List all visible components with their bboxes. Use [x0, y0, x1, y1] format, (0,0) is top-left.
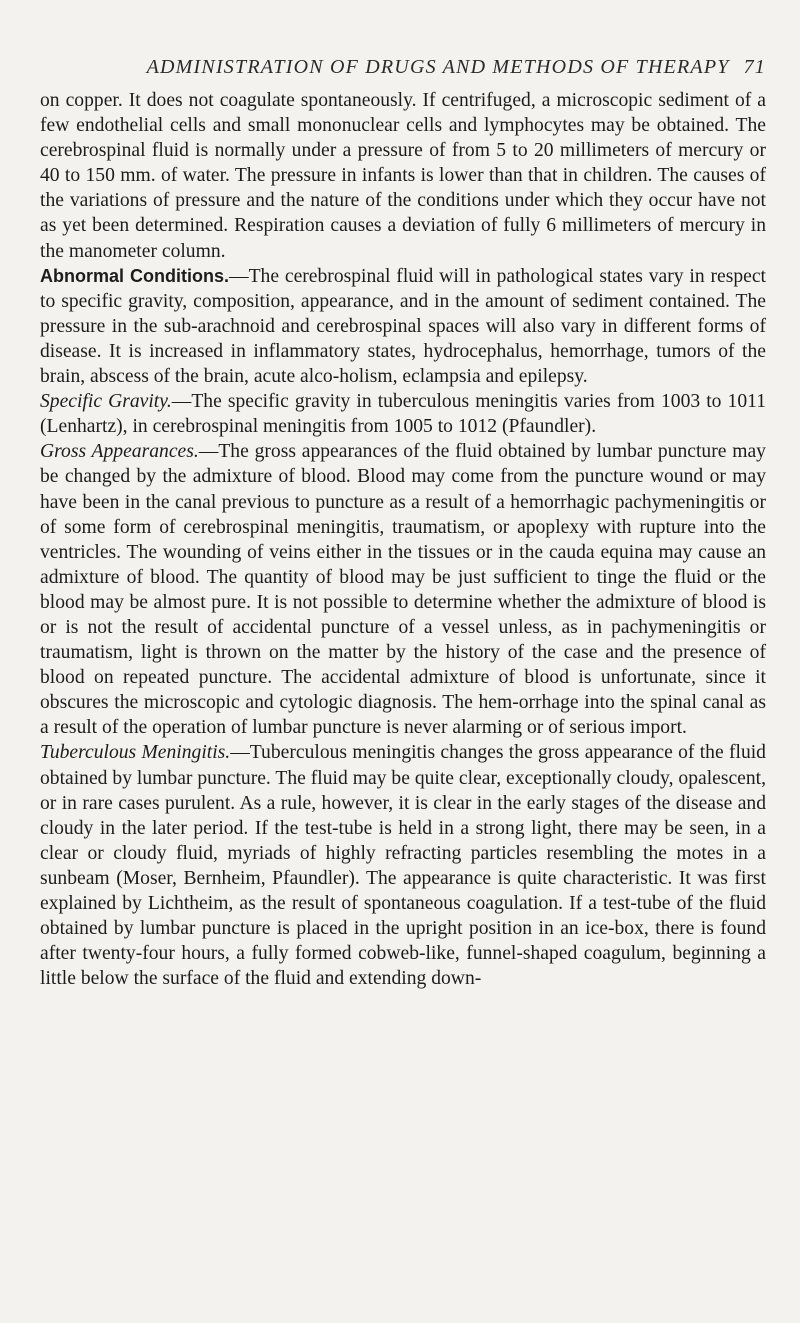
running-head — [40, 56, 766, 79]
subsection-heading: Specific Gravity. — [40, 391, 172, 413]
paragraph-text: —Tuberculous meningitis changes the gross appearance of the fluid obtained by lumbar puncture. The fluid may be quite clear, exceptionally cloudy, opalescent, or in rare cases purulent. As a rule, however, it is clear in the early stages of the disease and cloudy in the later period. If the test-tube is held in a strong light, there may be seen, in a clear or cloudy fluid, myriads of highly refracting particles resembling the motes in a sunbeam (Moser, Bernheim, Pfaundler). The appearance is quite characteristic. It was first explained by Lichtheim, as the result of spontaneous coagulation. If a test-tube of the fluid obtained by lumbar puncture is placed in the upright position in an ice-box, there is found after twenty-four hours, a fully formed cobweb-like, funnel-shaped coagulum, beginning a little below the surface of the fluid and extending down- — [40, 742, 766, 990]
body-text — [40, 88, 766, 991]
paragraph-gross-appearances — [40, 439, 766, 740]
paragraph-text: —The specific gravity in tuberculous meningitis varies from 1003 to 1011 (Lenhartz), in cerebrospinal meningitis from 1005 to 1012 (Pfaundler). — [40, 391, 766, 438]
subsection-heading: Tuberculous Meningitis. — [40, 742, 231, 764]
paragraph-text: —The cerebrospinal fluid will in pathological states vary in respect to specific gravity, composition, appearance, and in the amount of sediment contained. The pressure in the sub-arachnoid and cerebrospinal spaces will also vary in different forms of disease. It is increased in inflammatory states, hydrocephalus, hemorrhage, tumors of the brain, abscess of the brain, acute alco-holism, eclampsia and epilepsy. — [40, 265, 766, 388]
page-number: 71 — [743, 56, 766, 78]
paragraph-abnormal-conditions — [40, 264, 766, 389]
subsection-heading: Gross Appearances. — [40, 441, 199, 463]
paragraph-text: —The gross appearances of the fluid obtained by lumbar puncture may be changed by the admixture of blood. Blood may come from the puncture wound or may have been in the canal previous to puncture as a result of a hemorrhagic pachymeningitis or of some form of cerebrospinal meningitis, traumatism, or apoplexy with rupture into the ventricles. The wounding of veins either in the tissues or in the cauda equina may cause an admixture of blood. The quantity of blood may be just sufficient to tinge the fluid or the blood may be almost pure. It is not possible to determine whether the admixture of blood is or is not the result of accidental puncture of a vessel unless, as in pachymeningitis or traumatism, light is thrown on the matter by the history of the case and the presence of blood on repeated puncture. The accidental admixture of blood is unfortunate, since it obscures the microscopic and cytologic diagnosis. The hem-orrhage into the spinal canal as a result of the operation of lumbar puncture is never alarming or of serious import. — [40, 441, 766, 739]
paragraph-tuberculous-meningitis — [40, 740, 766, 991]
paragraph-text: on copper. It does not coagulate spontaneously. If centrifuged, a microscopic sediment of a few endothelial cells and small mononuclear cells and lymphocytes may be obtained. The cerebrospinal fluid is normally under a pressure of from 5 to 20 millimeters of mercury or 40 to 150 mm. of water. The pressure in infants is lower than that in children. The causes of the variations of pressure and the nature of the conditions under which they occur have not as yet been determined. Respiration causes a deviation of fully 6 millimeters of mercury in the manometer column. — [40, 90, 766, 262]
paragraph-intro — [40, 88, 766, 264]
paragraph-specific-gravity — [40, 389, 766, 439]
section-heading: Abnormal Conditions. — [40, 265, 229, 286]
running-head-title: ADMINISTRATION OF DRUGS AND METHODS OF THERAPY — [146, 56, 730, 78]
